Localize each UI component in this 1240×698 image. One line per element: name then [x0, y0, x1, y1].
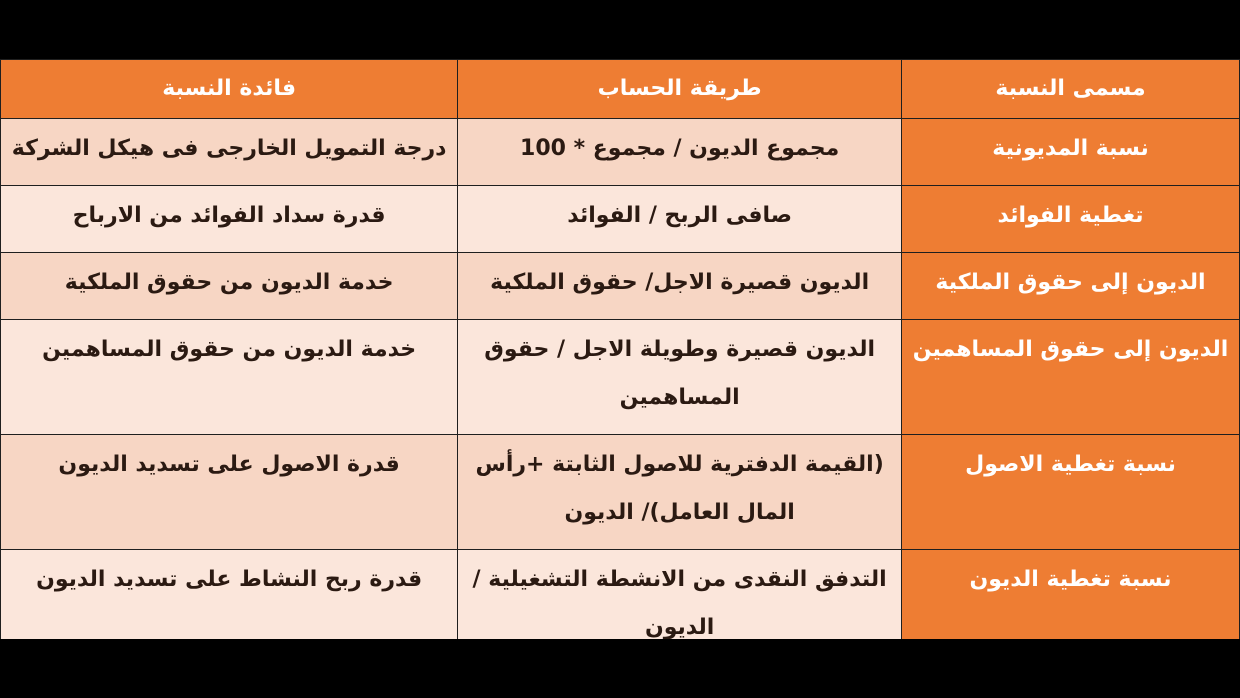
ratio-name-cell: الديون إلى حقوق المساهمين: [902, 320, 1240, 435]
calculation-cell: (القيمة الدفترية للاصول الثابتة +رأس المال العامل)/ الديون: [458, 435, 902, 550]
ratio-name-cell: تغطية الفوائد: [902, 186, 1240, 253]
benefit-cell: قدرة ربح النشاط على تسديد الديون: [1, 550, 458, 640]
calculation-cell: مجموع الديون / مجموع * 100: [458, 119, 902, 186]
header-ratio-name: مسمى النسبة: [902, 60, 1240, 119]
header-calculation-method: طريقة الحساب: [458, 60, 902, 119]
table-row: [1, 550, 1240, 640]
ratio-name-cell: نسبة تغطية الديون: [902, 550, 1240, 640]
ratio-name-cell: الديون إلى حقوق الملكية: [902, 253, 1240, 320]
slide-content: [0, 59, 1240, 639]
benefit-cell: خدمة الديون من حقوق الملكية: [1, 253, 458, 320]
calculation-cell: التدفق النقدى من الانشطة التشغيلية / الديون: [458, 550, 902, 640]
table-row: [1, 435, 1240, 550]
benefit-cell: قدرة سداد الفوائد من الارباح: [1, 186, 458, 253]
ratio-name-cell: نسبة المديونية: [902, 119, 1240, 186]
calculation-cell: الديون قصيرة وطويلة الاجل / حقوق المساهمين: [458, 320, 902, 435]
table-header-row: [1, 60, 1240, 119]
ratio-name-cell: نسبة تغطية الاصول: [902, 435, 1240, 550]
calculation-cell: صافى الربح / الفوائد: [458, 186, 902, 253]
financial-ratios-table: [0, 59, 1240, 639]
table-row: [1, 186, 1240, 253]
table-row: [1, 320, 1240, 435]
benefit-cell: درجة التمويل الخارجى فى هيكل الشركة: [1, 119, 458, 186]
calculation-cell: الديون قصيرة الاجل/ حقوق الملكية: [458, 253, 902, 320]
table-row: [1, 253, 1240, 320]
benefit-cell: خدمة الديون من حقوق المساهمين: [1, 320, 458, 435]
benefit-cell: قدرة الاصول على تسديد الديون: [1, 435, 458, 550]
header-ratio-benefit: فائدة النسبة: [1, 60, 458, 119]
table-row: [1, 119, 1240, 186]
